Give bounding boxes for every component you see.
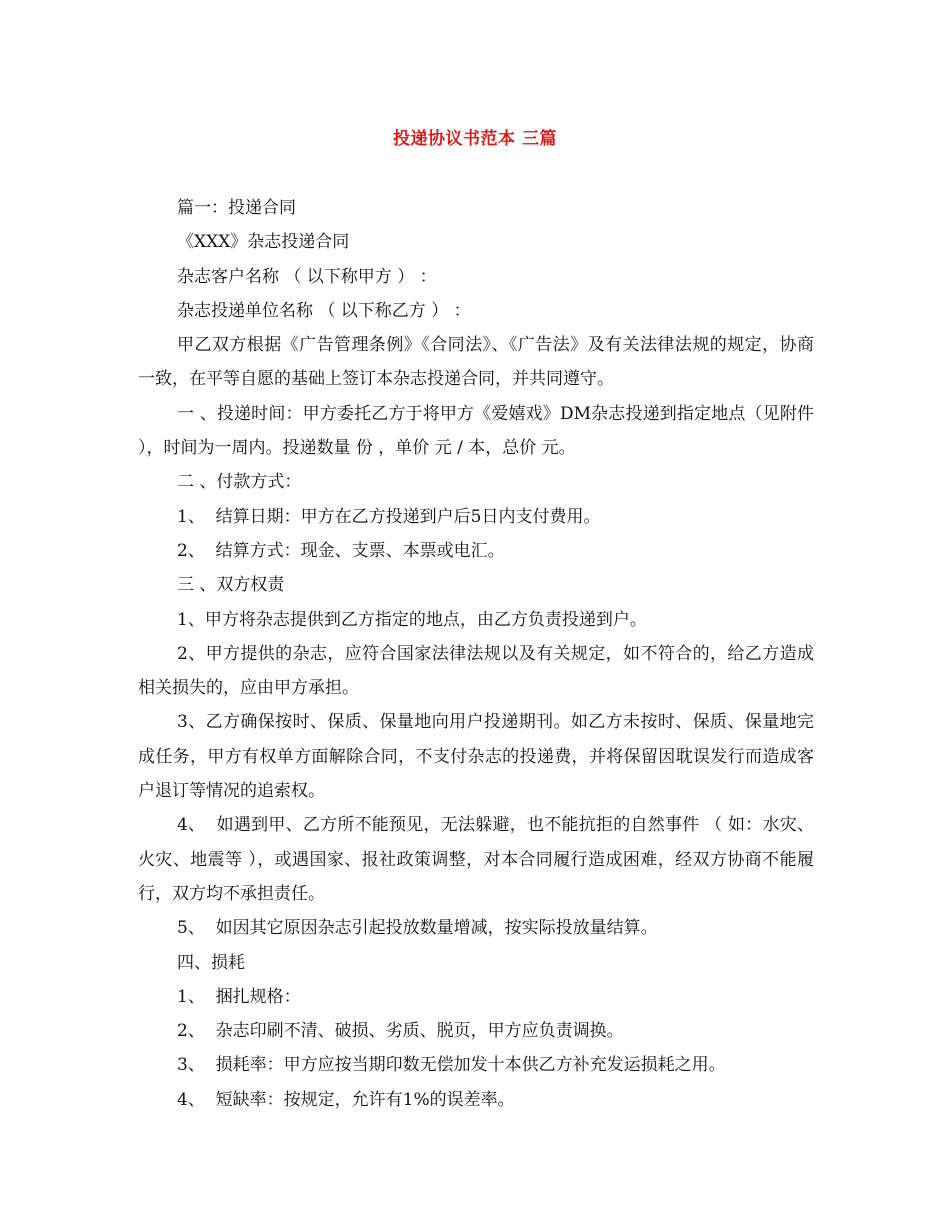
paragraph: 1、 捆扎规格： <box>177 986 301 1007</box>
paragraph: 篇一：投递合同 <box>177 198 296 218</box>
paragraph: 3、 损耗率：甲方应按当期印数无偿加发十本供乙方补充发运损耗之用。 <box>177 1055 726 1076</box>
paragraph: 1、甲方将杂志提供到乙方指定的地点，由乙方负责投递到户。 <box>177 609 647 630</box>
paragraph: 2、 结算方式：现金、支票、本票或电汇。 <box>177 540 505 561</box>
paragraph: 4、 短缺率：按规定，允许有1%的误差率。 <box>177 1089 515 1110</box>
paragraph: 三 、双方权责 <box>177 575 285 596</box>
paragraph: 2、甲方提供的杂志，应符合国家法律法规以及有关规定，如不符合的，给乙方造成相关损失的，应由甲方承担。 <box>138 643 814 699</box>
paragraph: 杂志投递单位名称 （ 以下称乙方 ） ： <box>177 300 471 321</box>
paragraph: 《XXX》杂志投递合同 <box>177 232 350 253</box>
paragraph: 4、 如遇到甲、乙方所不能预见，无法躲避，也不能抗拒的自然事件 （ 如：水灾、火灾、地震等 ），或遇国家、报社政策调整，对本合同履行造成困难，经双方协商不能履行，双方均不承担责任。 <box>138 815 814 904</box>
paragraph: 杂志客户名称 （ 以下称甲方 ） ： <box>177 266 437 287</box>
document-title: 投递协议书范本 三篇 <box>393 129 557 149</box>
paragraph: 二 、付款方式： <box>177 472 302 493</box>
paragraph: 1、 结算日期：甲方在乙方投递到户后5日内支付费用。 <box>177 506 601 527</box>
paragraph: 一 、投递时间：甲方委托乙方于将甲方《爱嬉戏》DM杂志投递到指定地点（见附件 ），时间为一周内。投递数量 份 ，单价 元 / 本，总价 元。 <box>138 403 820 459</box>
document-body <box>138 191 820 1117</box>
paragraph: 四、损耗 <box>177 952 245 973</box>
paragraph: 3、乙方确保按时、保质、保量地向用户投递期刊。如乙方未按时、保质、保量地完成任务，甲方有权单方面解除合同，不支付杂志的投递费，并将保留因耽误发行而造成客户退订等情况的追索权。 <box>138 712 814 802</box>
paragraph: 2、 杂志印刷不清、破损、劣质、脱页，甲方应负责调换。 <box>177 1021 624 1042</box>
paragraph: 甲乙双方根据《广告管理条例》《合同法》、《广告法》及有关法律法规的规定，协商一致，在平等自愿的基础上签订本杂志投递合同，并共同遵守。 <box>138 335 814 390</box>
paragraph: 5、 如因其它原因杂志引起投放数量增减，按实际投放量结算。 <box>177 918 658 939</box>
